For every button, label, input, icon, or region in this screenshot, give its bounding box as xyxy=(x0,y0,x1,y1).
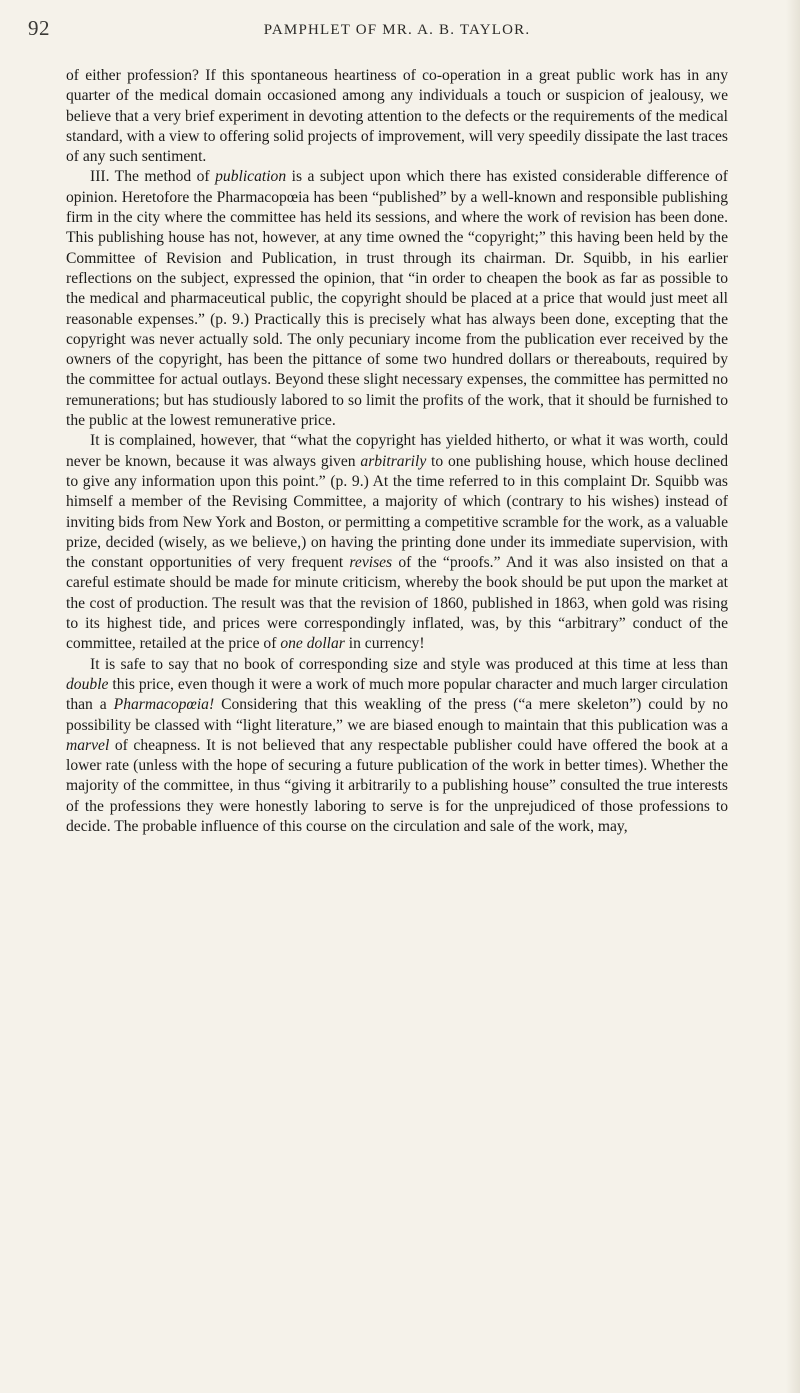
text-run: to one publishing house, which house declined to give any information upon this point.” (p. 9.) At the time referred to in this complaint Dr. Squibb was himself a member of the Revising Committee, a majority of which (contrary to his wishes) instead of inviting bids from New York and Boston, or permitting a competitive scramble for the work, as a valuable prize, decided (wisely, as we believe,) on having the printing done under its immediate supervision, with the constant opportunities of very frequent xyxy=(66,452,728,572)
italic-text: publication xyxy=(215,168,287,186)
page-number: 92 xyxy=(28,16,50,40)
italic-text: one dollar xyxy=(280,635,345,653)
running-title: PAMPHLET OF MR. A. B. TAYLOR. xyxy=(263,22,531,38)
running-head xyxy=(28,0,728,56)
italic-text: arbitrarily xyxy=(360,452,427,470)
paragraph xyxy=(66,431,728,654)
italic-text: marvel xyxy=(66,736,110,754)
text-run: of either profession? If this spontaneous heartiness of co-operation in a great public work has in any quarter of the medical domain occasioned among any individuals a touch or suspicion of jealousy, we believe that a very brief experiment in devoting attention to the defects or the requirements of the medical standard, with a view to offering solid projects of improvement, will very speedily dissipate the last traces of any such sentiment. xyxy=(66,67,728,166)
paragraph xyxy=(66,655,728,838)
text-run: in currency! xyxy=(344,635,425,653)
paragraph xyxy=(66,66,728,167)
italic-text: double xyxy=(66,675,109,693)
text-run: III. The method of xyxy=(90,168,216,186)
text-run: Considering that this weakling of the press (“a mere skeleton”) could by no possibility be classed with “light literature,” we are biased enough to maintain that this publication was a xyxy=(66,696,728,734)
text-run: is a subject upon which there has existed considerable difference of opinion. Heretofore the Pharmacopœia has been “published” by a well-known and responsible publishing firm in the city where the committee has held its sessions, and where the work of revision has been done. This publishing house has not, however, at any time owned the “copyright;” this having been held by the Committee of Revision and Publication, in trust through its chairman. Dr. Squibb, in his earlier reflections on the subject, expressed the opinion, that “in order to cheapen the book as far as possible to the medical and pharmaceutical public, the copyright should be placed at a price that would just meet all reasonable expenses.” (p. 9.) Practically this is precisely what has always been done, excepting that the copyright was never actually sold. The only pecuniary income from the publication ever received by the owners of the copyright, has been the pittance of some two hundred dollars or thereabouts, required by the committee for actual outlays. Beyond these slight necessary expenses, the committee has permitted no remunerations; but has studiously labored to so limit the profits of the work, that it should be furnished to the public at the lowest remunerative price. xyxy=(66,168,728,430)
text-run: It is complained, however, that “what the copyright has yielded hitherto, or what it was worth, could never be known, because it was always given xyxy=(66,432,728,470)
paragraph xyxy=(66,167,728,431)
text-run: It is safe to say that no book of corresponding size and style was produced at this time at less than xyxy=(90,655,728,673)
italic-text: revises xyxy=(349,554,393,572)
text-run: of cheapness. It is not believed that any respectable publisher could have offered the book at a lower rate (unless with the hope of securing a future publication of the work in better times). Whether the majority of the committee, in thus “giving it arbitrarily to a publishing house” consulted the true interests of the professions they were honestly laboring to serve is for the unprejudiced of those professions to decide. The probable influence of this course on the circulation and sale of the work, may, xyxy=(66,736,728,835)
italic-text: Pharmacopœia! xyxy=(113,696,215,714)
body-text xyxy=(66,66,728,837)
page-edge-shadow xyxy=(786,0,800,1393)
text-run: this price, even though it were a work of much more popular character and much larger circulation than a xyxy=(66,675,728,714)
text-run: of the “proofs.” And it was also insisted on that a careful estimate should be made for minute criticism, whereby the book should be put upon the market at the cost of production. The result was that the revision of 1860, published in 1863, when gold was rising to its highest tide, and prices were correspondingly inflated, was, by this “arbitrary” conduct of the committee, retailed at the price of xyxy=(66,554,728,653)
